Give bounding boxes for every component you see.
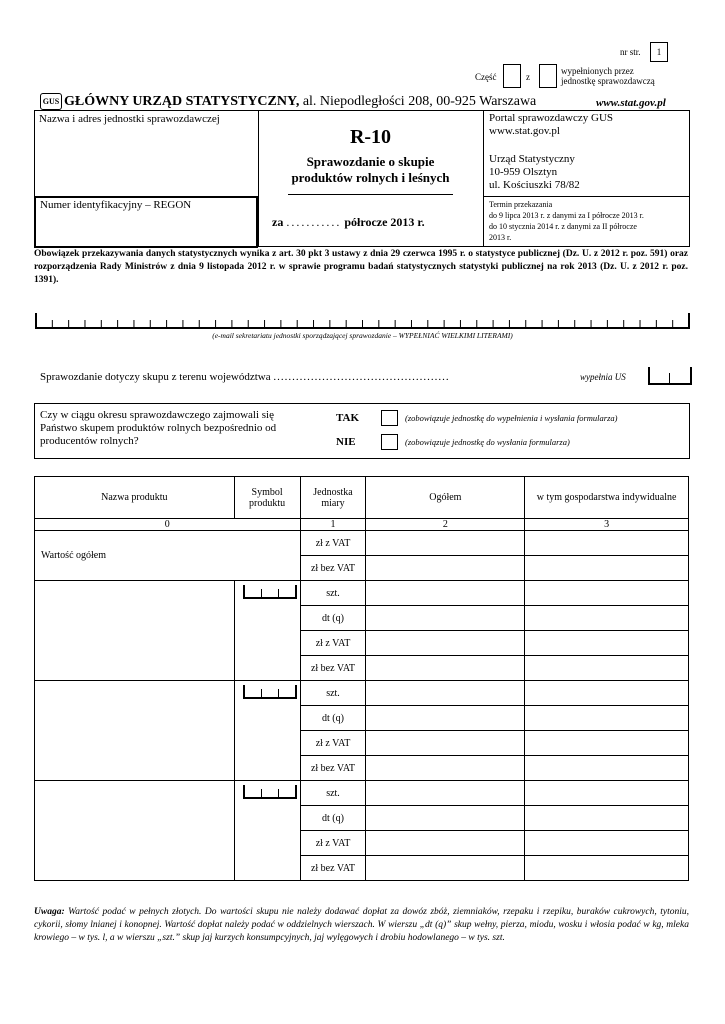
value-cell[interactable] <box>525 556 689 581</box>
value-cell[interactable] <box>366 756 525 781</box>
product-symbol-field[interactable] <box>234 581 300 681</box>
unit-name-field[interactable] <box>35 123 257 196</box>
office-name: GŁÓWNY URZĄD STATYSTYCZNY, <box>64 94 300 109</box>
value-cell[interactable] <box>525 581 689 606</box>
value-cell[interactable] <box>525 756 689 781</box>
footnote-label: Uwaga: <box>34 907 65 917</box>
value-cell[interactable] <box>366 706 525 731</box>
period-field[interactable]: ........... <box>286 215 342 229</box>
value-cell[interactable] <box>366 681 525 706</box>
no-label: NIE <box>336 436 356 448</box>
question-text: Czy w ciągu okresu sprawozdawczego zajmowali się Państwo skupem produktów rolnych bezpośrednio od producentów rolnych? <box>40 409 277 447</box>
value-cell[interactable] <box>525 781 689 806</box>
unit-name-label: Nazwa i adres jednostki sprawozdawczej <box>39 113 220 125</box>
value-cell[interactable] <box>366 806 525 831</box>
unit-label: zł bez VAT <box>300 556 366 581</box>
footnote-text: Wartość podać w pełnych złotych. Do wartości skupu nie należy dodawać dopłat za dowóz zbóż, ziemniaków, rzepaku i rzepiku, buraków cukrowych, tytoniu, cykorii, słomy lnianej i konopnej. Wartość dopłat należy podać w oddzielnych wierszach. W wierszu „dt (q)” skup wełny, pierza, miodu, wosku i włosia podać w kg, mleka krowiego – w tys. l, a w wierszu „szt.” skup jaj kurzych konsumpcyjnych, jaj wylęgowych i drobiu hodowlanego – w tys. szt. <box>34 907 690 943</box>
unit-label: zł z VAT <box>300 731 366 756</box>
email-comb <box>35 313 690 329</box>
value-cell[interactable] <box>525 731 689 756</box>
total-value-label: Wartość ogółem <box>35 531 301 581</box>
header-unit: Jednostka miary <box>300 477 366 519</box>
value-cell[interactable] <box>366 831 525 856</box>
voivodeship-code-field[interactable] <box>648 367 692 385</box>
header-product-name: Nazwa produktu <box>35 477 235 519</box>
value-cell[interactable] <box>525 706 689 731</box>
value-cell[interactable] <box>366 556 525 581</box>
no-note: (zobowiązuje jednostkę do wysłania formularza) <box>405 437 570 447</box>
yes-label: TAK <box>336 412 360 424</box>
office-info: Urząd Statystyczny 10-959 Olsztyn ul. Kościuszki 78/82 <box>489 153 580 191</box>
part-label: Część <box>475 72 497 82</box>
unit-label: zł bez VAT <box>300 656 366 681</box>
product-symbol-field[interactable] <box>234 681 300 781</box>
unit-label: dt (q) <box>300 706 366 731</box>
of-label: z <box>526 72 530 82</box>
value-cell[interactable] <box>525 531 689 556</box>
product-name-field[interactable] <box>35 681 235 781</box>
product-name-field[interactable] <box>35 781 235 881</box>
value-cell[interactable] <box>525 606 689 631</box>
col-number-2: 2 <box>366 519 525 531</box>
unit-label: zł z VAT <box>300 631 366 656</box>
unit-label: szt. <box>300 581 366 606</box>
period-line: za ........... półrocze 2013 r. <box>272 215 425 229</box>
value-cell[interactable] <box>366 856 525 881</box>
no-checkbox[interactable] <box>381 434 398 450</box>
value-cell[interactable] <box>525 656 689 681</box>
col-number-3: 3 <box>525 519 689 531</box>
header-individual-farms: w tym gospodarstwa indywidualne <box>525 477 689 519</box>
value-cell[interactable] <box>366 656 525 681</box>
unit-label: zł bez VAT <box>300 756 366 781</box>
filled-by-label: wypełnionych przez jednostkę sprawozdawczą <box>561 66 655 86</box>
unit-label: zł bez VAT <box>300 856 366 881</box>
footnote <box>34 906 689 945</box>
unit-label: zł z VAT <box>300 531 366 556</box>
data-table <box>34 476 689 881</box>
form-title: Sprawozdanie o skupie produktów rolnych i leśnych <box>291 154 450 185</box>
value-cell[interactable] <box>525 681 689 706</box>
website: www.stat.gov.pl <box>596 97 666 109</box>
header-product-symbol: Symbol produktu <box>234 477 300 519</box>
part-total-field[interactable] <box>539 64 557 88</box>
legal-text: Obowiązek przekazywania danych statystycznych wynika z art. 30 pkt 3 ustawy z dnia 29 czerwca 1995 r. o statystyce publicznej (Dz. U. z 2012 r. poz. 591) oraz rozporządzenia Rady Ministrów z dnia 9 listopada 2012 r. w sprawie programu badań statystycznych statystyki publicznej na rok 2013 (Dz. U. z 2012 r. poz. 1391). <box>34 249 688 285</box>
unit-label: zł z VAT <box>300 831 366 856</box>
voivodeship-field[interactable]: ............................................... <box>273 371 450 383</box>
value-cell[interactable] <box>525 806 689 831</box>
portal-info: Portal sprawozdawczy GUS www.stat.gov.pl <box>489 112 614 137</box>
value-cell[interactable] <box>525 856 689 881</box>
form-code: R-10 <box>349 126 392 148</box>
unit-label: szt. <box>300 681 366 706</box>
unit-label: dt (q) <box>300 606 366 631</box>
email-caption: (e-mail sekretariatu jednostki sporządzającej sprawozdanie – WYPEŁNIAĆ WIELKIMI LITERAMI) <box>212 331 513 340</box>
value-cell[interactable] <box>366 606 525 631</box>
voivodeship-line: Sprawozdanie dotyczy skupu z terenu województwa ............................................... <box>40 371 450 383</box>
product-name-field[interactable] <box>35 581 235 681</box>
value-cell[interactable] <box>366 581 525 606</box>
office-address: al. Niepodległości 208, 00-925 Warszawa <box>302 94 537 109</box>
value-cell[interactable] <box>525 831 689 856</box>
unit-label: dt (q) <box>300 806 366 831</box>
product-symbol-field[interactable] <box>234 781 300 881</box>
yes-checkbox[interactable] <box>381 410 398 426</box>
deadline-info: Termin przekazania do 9 lipca 2013 r. z danymi za I półrocze 2013 r. do 10 stycznia 2014 r. z danymi za II półrocze 2013 r. <box>489 200 644 242</box>
regon-label: Numer identyfikacyjny – REGON <box>40 199 192 211</box>
part-field[interactable] <box>503 64 521 88</box>
gus-logo: GUS <box>40 93 62 110</box>
page-number-label: nr str. <box>620 47 641 57</box>
email-field[interactable] <box>35 313 690 329</box>
value-cell[interactable] <box>366 731 525 756</box>
page-number-field[interactable]: 1 <box>650 42 668 62</box>
yes-note: (zobowiązuje jednostkę do wypełnienia i wysłania formularza) <box>405 413 618 423</box>
value-cell[interactable] <box>366 631 525 656</box>
unit-label: szt. <box>300 781 366 806</box>
header-title <box>64 94 536 110</box>
header-total: Ogółem <box>366 477 525 519</box>
value-cell[interactable] <box>525 631 689 656</box>
value-cell[interactable] <box>366 781 525 806</box>
col-number-0: 0 <box>35 519 301 531</box>
col-number-1: 1 <box>300 519 366 531</box>
voivodeship-note: wypełnia US <box>580 372 626 382</box>
value-cell[interactable] <box>366 531 525 556</box>
